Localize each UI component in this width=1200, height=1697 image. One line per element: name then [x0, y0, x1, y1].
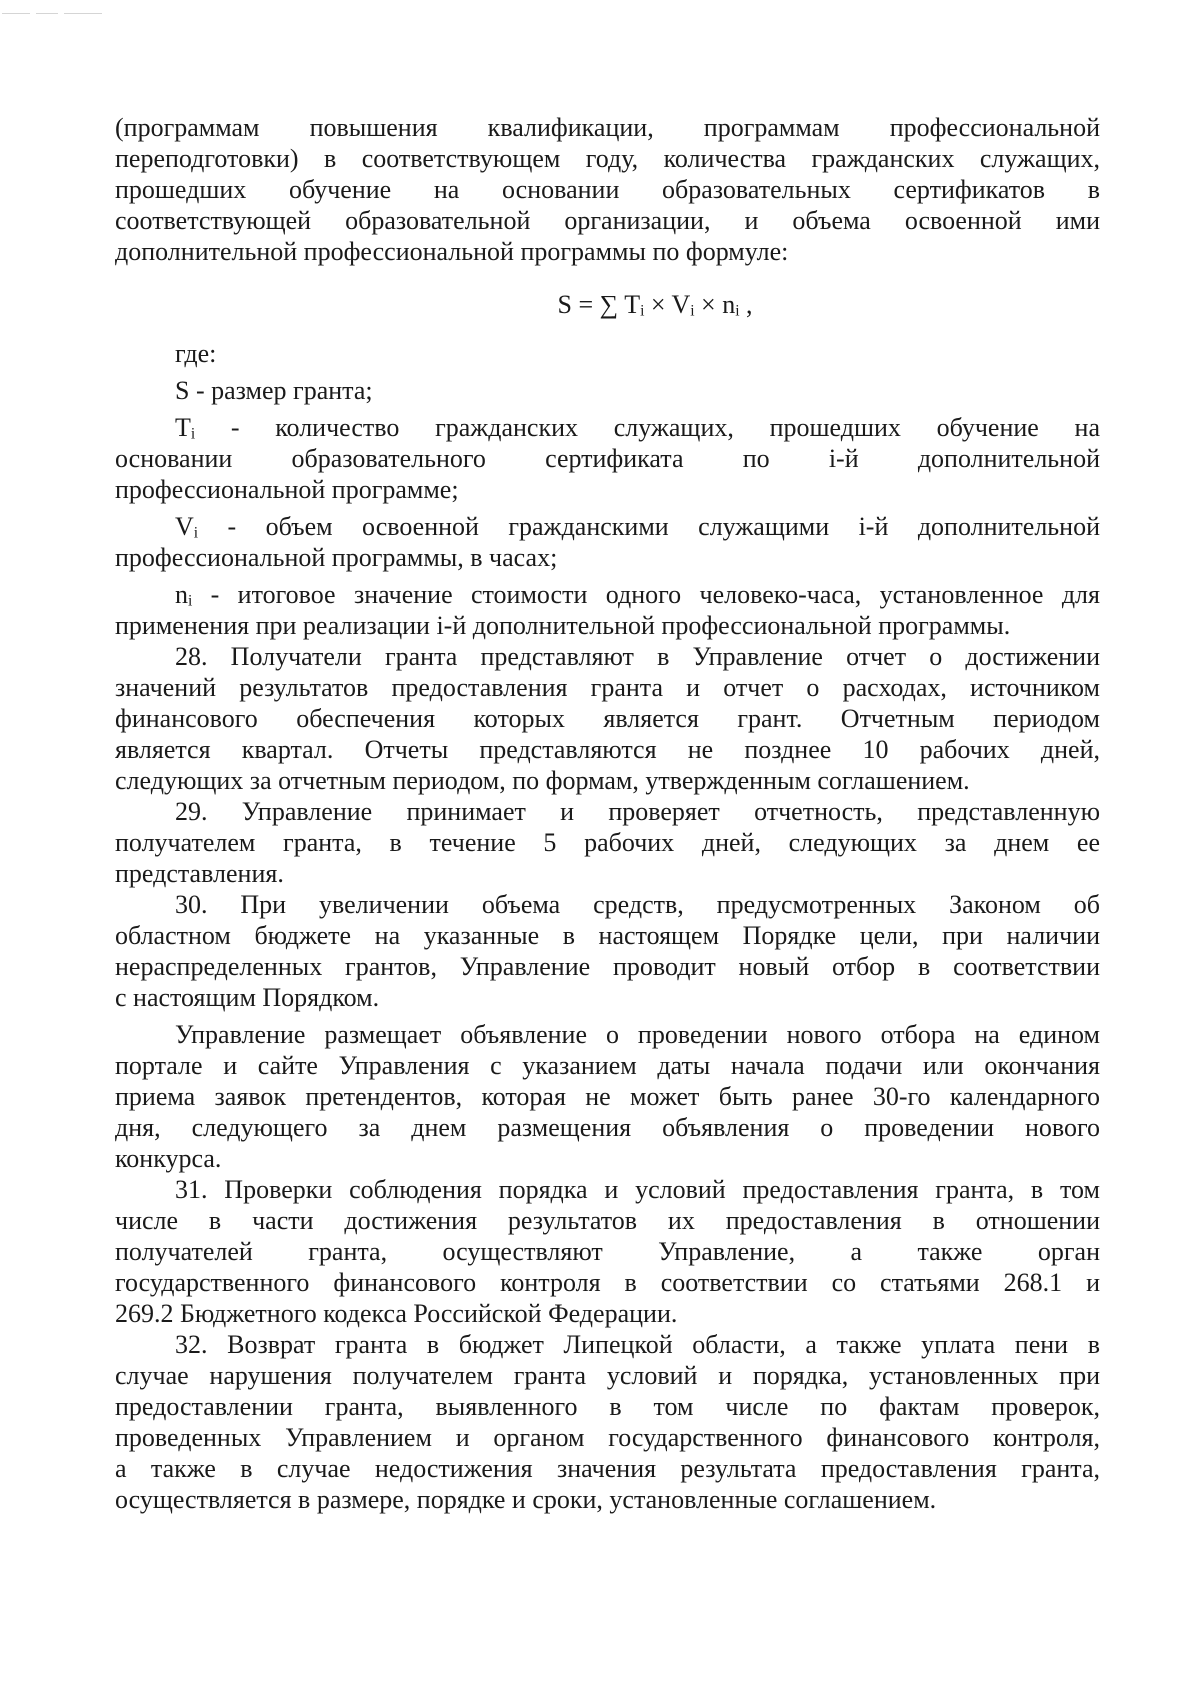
definition-t: Tᵢ - количество гражданских служащих, прошедших обучение на [175, 413, 1100, 442]
text-line: случае нарушения получателем гранта условий и порядка, установленных при [115, 1361, 1100, 1390]
text-line: а также в случае недостижения значения результата предоставления гранта, [115, 1454, 1100, 1483]
paragraph-30-announcement: Управление размещает объявление о проведении нового отбора на едином [175, 1020, 1100, 1049]
scan-header-mark [2, 4, 142, 10]
text-line: переподготовки) в соответствующем году, количества гражданских служащих, [115, 144, 1100, 173]
text-line: предоставлении гранта, выявленного в том числе по фактам проверок, [115, 1392, 1100, 1421]
text-line: нераспределенных грантов, Управление проводит новый отбор в соответствии [115, 952, 1100, 981]
document-body [115, 112, 1100, 1515]
text-line: представления. [115, 859, 284, 888]
paragraph-32: 32. Возврат гранта в бюджет Липецкой области, а также уплата пени в [175, 1330, 1100, 1359]
text-line: 269.2 Бюджетного кодекса Российской Федерации. [115, 1299, 678, 1328]
text-line: профессиональной программе; [115, 475, 459, 504]
definition-s: S - размер гранта; [175, 376, 373, 405]
text-line: значений результатов предоставления гранта и отчет о расходах, источником [115, 673, 1100, 702]
text-line: (программам повышения квалификации, программам профессиональной [115, 113, 1100, 142]
text-line: профессиональной программы, в часах; [115, 543, 558, 572]
definition-v: Vᵢ - объем освоенной гражданскими служащими i-й дополнительной [175, 512, 1100, 541]
text-line: портале и сайте Управления с указанием даты начала подачи или окончания [115, 1051, 1100, 1080]
text-line: является квартал. Отчеты представляются не позднее 10 рабочих дней, [115, 735, 1100, 764]
text-line: основании образовательного сертификата по i-й дополнительной [115, 444, 1100, 473]
text-line: осуществляется в размере, порядке и сроки, установленные соглашением. [115, 1485, 937, 1514]
text-line: с настоящим Порядком. [115, 983, 380, 1012]
text-line: дополнительной профессиональной программы по формуле: [115, 237, 789, 266]
text-line: прошедших обучение на основании образовательных сертификатов в [115, 175, 1100, 204]
paragraph-28: 28. Получатели гранта представляют в Управление отчет о достижении [175, 642, 1100, 671]
text-line: государственного финансового контроля в соответствии со статьями 268.1 и [115, 1268, 1100, 1297]
text-line: дня, следующего за днем размещения объявления о проведении нового [115, 1113, 1100, 1142]
text-line: финансового обеспечения которых является грант. Отчетным периодом [115, 704, 1100, 733]
definition-n: nᵢ - итоговое значение стоимости одного человеко-часа, установленное для [175, 580, 1100, 609]
paragraph-29: 29. Управление принимает и проверяет отчетность, представленную [175, 797, 1100, 826]
text-line: соответствующей образовательной организации, и объема освоенной ими [115, 206, 1100, 235]
where-label: где: [175, 339, 217, 368]
text-line: применения при реализации i-й дополнительной профессиональной программы. [115, 611, 1011, 640]
text-line: получателем гранта, в течение 5 рабочих дней, следующих за днем ее [115, 828, 1100, 857]
text-line: числе в части достижения результатов их предоставления в отношении [115, 1206, 1100, 1235]
text-line: проведенных Управлением и органом государственного финансового контроля, [115, 1423, 1100, 1452]
text-line: областном бюджете на указанные в настоящем Порядке цели, при наличии [115, 921, 1100, 950]
text-line: приема заявок претендентов, которая не может быть ранее 30-го календарного [115, 1082, 1100, 1111]
text-line: следующих за отчетным периодом, по формам, утвержденным соглашением. [115, 766, 970, 795]
text-line: конкурса. [115, 1144, 222, 1173]
text-line: получателей гранта, осуществляют Управление, а также орган [115, 1237, 1100, 1266]
paragraph-30: 30. При увеличении объема средств, предусмотренных Законом об [175, 890, 1100, 919]
grant-formula: S = ∑ Tᵢ × Vᵢ × nᵢ , [557, 290, 753, 319]
paragraph-31: 31. Проверки соблюдения порядка и условий предоставления гранта, в том [175, 1175, 1100, 1204]
